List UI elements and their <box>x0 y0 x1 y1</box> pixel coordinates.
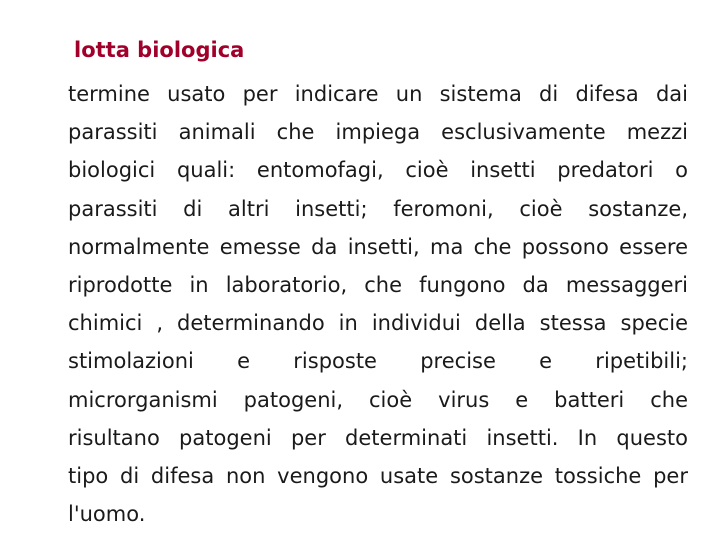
text-line: stimolazioni e risposte precise e ripetibili; <box>68 349 688 374</box>
text-line: risultano patogeni per determinati insetti. In questo <box>68 425 688 450</box>
page-title: lotta biologica <box>74 38 245 62</box>
text-line: riprodotte in laboratorio, che fungono da messaggeri <box>68 272 688 297</box>
text-line: biologici quali: entomofagi, cioè insetti predatori o <box>68 158 688 183</box>
text-line: chimici , determinando in individui della stessa specie <box>68 311 688 336</box>
text-line: normalmente emesse da insetti, ma che possono essere <box>68 234 688 259</box>
definition-paragraph <box>68 75 688 533</box>
text-line: parassiti di altri insetti; feromoni, cioè sostanze, <box>68 196 688 221</box>
text-line: microrganismi patogeni, cioè virus e batteri che <box>68 387 688 412</box>
text-line: parassiti animali che impiega esclusivamente mezzi <box>68 120 688 145</box>
text-line: termine usato per indicare un sistema di difesa dai <box>68 82 688 106</box>
text-line: tipo di difesa non vengono usate sostanze tossiche per <box>68 463 688 488</box>
text-line: l'uomo. <box>68 502 146 527</box>
